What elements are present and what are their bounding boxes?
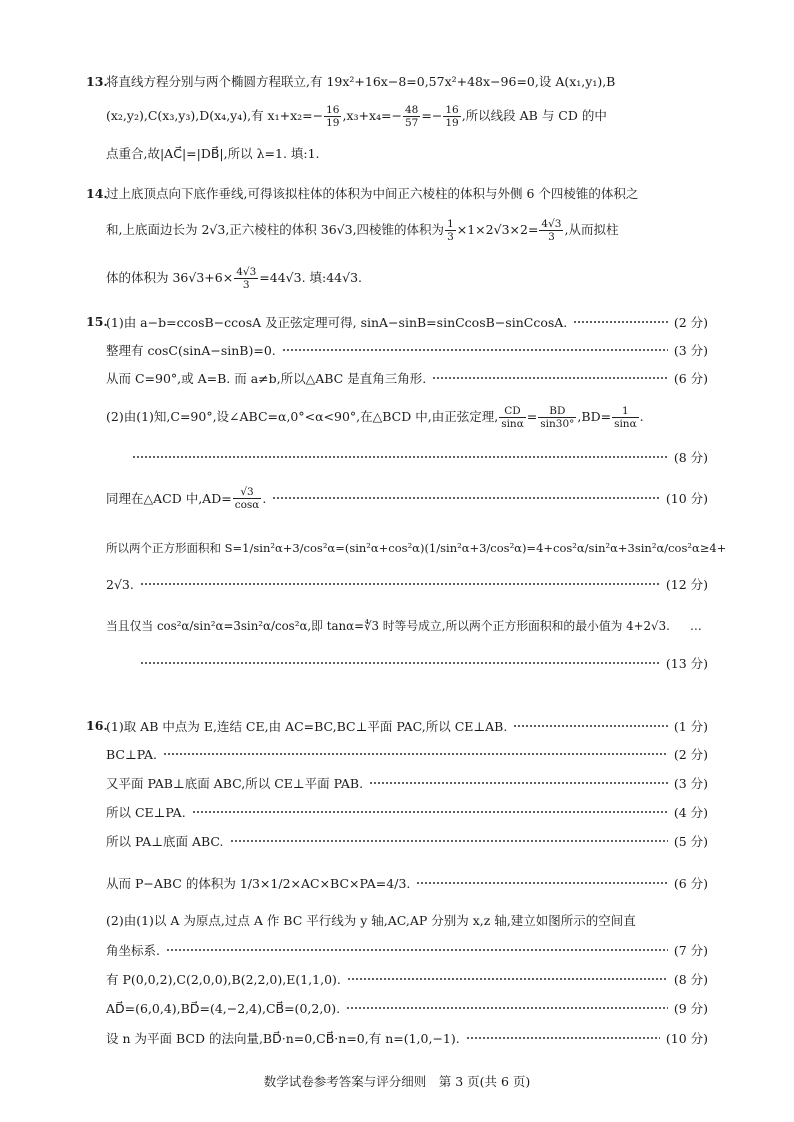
fraction: $\frac{CD}{\sin\alpha}$ (501, 405, 524, 430)
q16-row-3: 又平面 PAB⊥底面 ABC,所以 CE⊥平面 PAB. (3 分) (106, 776, 708, 791)
score-label: (13 分) (665, 656, 708, 671)
score-label: (10 分) (665, 491, 708, 506)
score-label: (6 分) (673, 371, 708, 386)
q16-row-2: BC⊥PA. (2 分) (106, 746, 708, 762)
score-label: (1 分) (673, 719, 708, 734)
q14-line-1: 过上底顶点向下底作垂线,可得该拟柱体的体积为中间正六棱柱的体积与外侧 6 个四棱锥的体积之 (106, 186, 639, 201)
fraction: $\frac{BD}{\sin 30^\circ}$ (540, 405, 575, 430)
fraction: $\frac{4√3}{3}$ (236, 266, 257, 291)
q13-line-1: 将直线方程分别与两个椭圆方程联立,有 19x²+16x−8=0,57x²+48x−96=0,设 A(x₁,y₁),B (106, 74, 616, 89)
q15-row-3: 从而 C=90°,或 A=B. 而 a≠b,所以△ABC 是直角三角形. (6 分) (106, 371, 708, 386)
score-label: (4 分) (673, 805, 708, 820)
question-14-number: 14. (86, 186, 108, 201)
fraction: $\frac{48}{57}$ (405, 104, 419, 129)
score-label: (3 分) (673, 776, 708, 791)
score-label: (5 分) (673, 834, 708, 849)
q16-row-4: 所以 CE⊥PA. (4 分) (106, 805, 708, 820)
fraction: $\frac{16}{19}$ (445, 104, 459, 129)
score-label: (12 分) (665, 577, 708, 592)
score-label: (3 分) (673, 343, 708, 358)
score-label: (2 分) (673, 747, 708, 762)
score-label: (8 分) (673, 450, 708, 465)
q15-row-2: 整理有 cosC(sinA−sinB)=0. (3 分) (106, 343, 708, 358)
q15-row-4-score (106, 449, 708, 465)
q13-line-2: (x₂,y₂),C(x₃,y₃),D(x₄,y₄),有 x₁+x₂=− $\frac{16}{19}$ ,x₃+x₄=− $\frac{48}{57}$ =− $\frac{16}{19}$ ,所以线段 AB 与 CD 的中 (106, 104, 607, 129)
score-label: (7 分) (673, 943, 708, 958)
score-label: (9 分) (673, 1001, 708, 1016)
fraction: $\frac{1}{\sin\alpha}$ (614, 405, 637, 430)
page-footer: 数学试卷参考答案与评分细则 第 3 页(共 6 页) (263, 1074, 531, 1089)
question-15-number: 15. (86, 314, 108, 329)
score-label: (10 分) (665, 1031, 708, 1046)
q16-row-1: (1)取 AB 中点为 E,连结 CE,由 AC=BC,BC⊥平面 PAC,所以 CE⊥AB. (1 分) (106, 719, 708, 734)
question-13-number: 13. (86, 74, 108, 89)
q16-row-6: 从而 P−ABC 的体积为 1/3×1/2×AC×BC×PA=4/3. (6 分) (106, 876, 708, 891)
q15-row-4: (2)由(1)知,C=90°,设∠ABC=α,0°<α<90°,在△BCD 中,由正弦定理, $\frac{CD}{\sin\alpha}$ = $\frac{BD}{\sin 30^\circ}$ ,BD= $\frac{1}{\sin\alpha}$ . (106, 405, 644, 430)
q16-row-8: 角坐标系. (7 分) (106, 943, 708, 958)
q16-row-7: (2)由(1)以 A 为原点,过点 A 作 BC 平行线为 y 轴,AC,AP 分别为 x,z 轴,建立如图所示的空间直 (106, 913, 636, 928)
score-label: (2 分) (673, 315, 708, 330)
q16-row-9: 有 P(0,0,2),C(2,0,0),B(2,2,0),E(1,1,0). (8 分) (106, 972, 708, 987)
q16-row-11: 设 n 为平面 BCD 的法向量,BD⃗·n=0,CB⃗·n=0,有 n=(1,0,−1). (10 分) (106, 1031, 708, 1046)
q16-row-5: 所以 PA⊥底面 ABC. (5 分) (106, 834, 708, 849)
q15-row-5: 同理在△ACD 中,AD= $\frac{√3}{\cos\alpha}$ . (10 分) (106, 485, 708, 511)
q15-row-8-score (106, 655, 708, 671)
q13-line-3: 点重合,故|AC⃗|=|DB⃗|,所以 λ=1. 填:1. (106, 146, 320, 161)
fraction: $\frac{4√3}{3}$ (541, 218, 562, 243)
question-16-number: 16. (86, 718, 108, 733)
q16-row-10: AD⃗=(6,0,4),BD⃗=(4,−2,4),CB⃗=(0,2,0). (9 分) (106, 1000, 708, 1016)
q15-row-1: (1)由 a−b=ccosB−ccosA 及正弦定理可得, sinA−sinB=sinCcosB−sinCcosA. (2 分) (106, 315, 708, 330)
q14-line-2: 和,上底面边长为 2√3,正六棱柱的体积 36√3,四棱锥的体积为 $\frac{1}{3}$ ×1×2√3×2= $\frac{4√3}{3}$ ,从而拟柱 (106, 218, 619, 243)
fraction: $\frac{16}{19}$ (326, 104, 340, 129)
score-label: (8 分) (673, 972, 708, 987)
q14-line-3: 体的体积为 36√3+6× $\frac{4√3}{3}$ =44√3. 填:44√3. (106, 266, 363, 291)
score-label: (6 分) (673, 876, 708, 891)
q15-row-6: 所以两个正方形面积和 S=1/sin²α+3/cos²α=(sin²α+cos²α)(1/sin²α+3/cos²α)=4+cos²α/sin²α+3sin²α/cos²α≥4+ (106, 541, 727, 555)
q15-row-8: 当且仅当 cos²α/sin²α=3sin²α/cos²α,即 tanα=∜3 时等号成立,所以两个正方形面积和的最小值为 4+2√3. … (106, 619, 702, 633)
fraction: $\frac{1}{3}$ (447, 218, 454, 243)
fraction: $\frac{√3}{\cos\alpha}$ (234, 485, 260, 511)
q15-row-7: 2√3. (12 分) (106, 576, 708, 592)
